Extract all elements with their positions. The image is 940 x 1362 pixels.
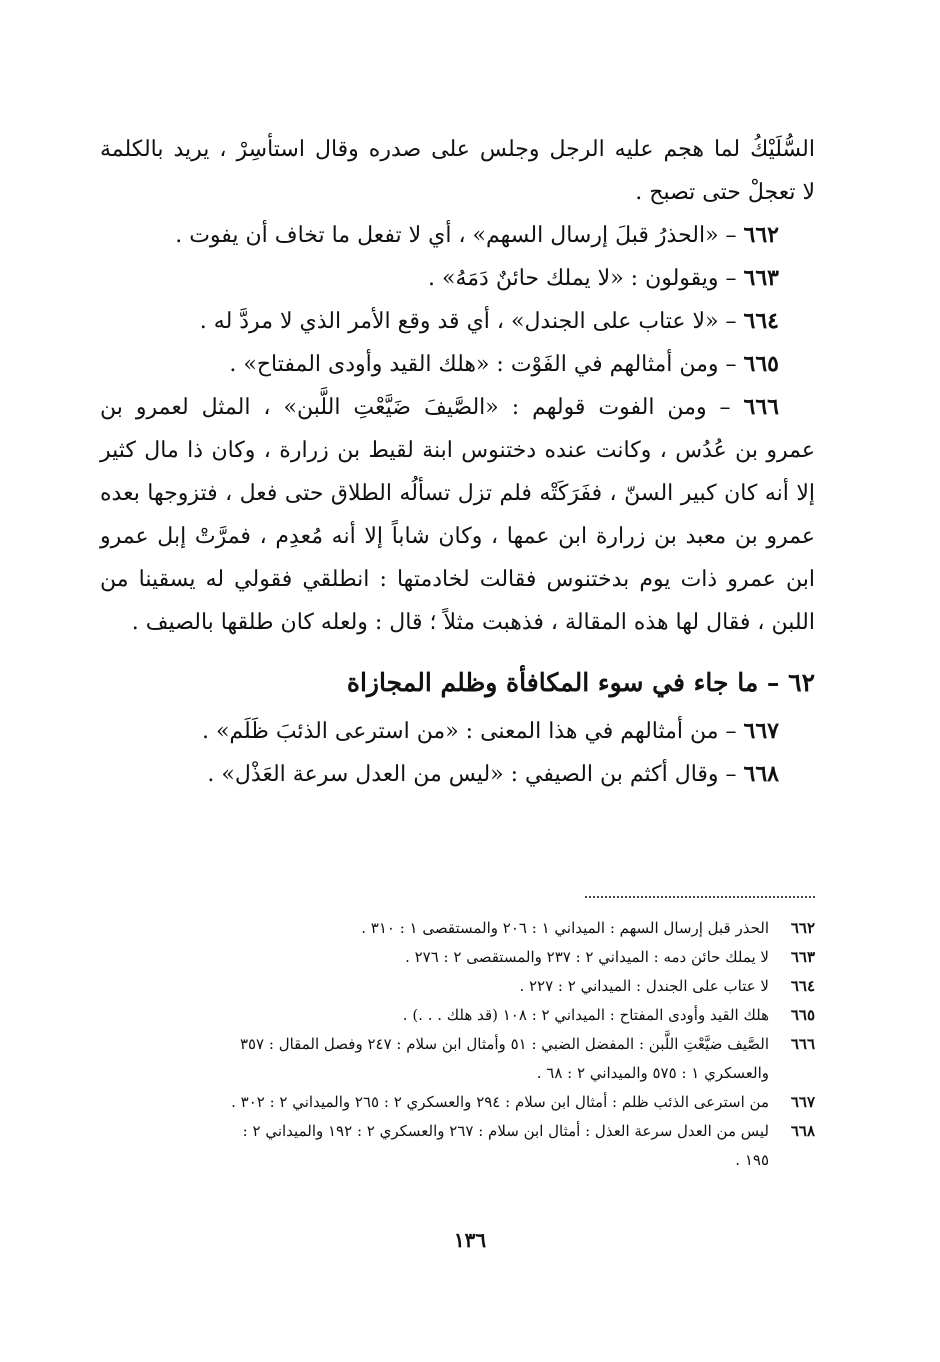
- entry-663: [100, 257, 815, 300]
- section-heading: [100, 658, 815, 708]
- entry-665: [100, 343, 815, 386]
- footnote-text: [100, 1117, 769, 1175]
- footnote-separator: [585, 896, 815, 898]
- text-line: عمرو بن عُدُس ، وكانت عنده دختنوس ابنة لقيط بن زرارة ، وكان ذا مال كثير: [100, 438, 815, 463]
- text-line: عمرو بن معبد بن زرارة ابن عمها ، وكان شاباً إلا أنه مُعدِم ، فمرَّتْ إبل عمرو: [100, 524, 815, 549]
- footnote-line: ١٩٥ .: [735, 1151, 769, 1169]
- entry-number: ٦٦٣: [743, 265, 779, 291]
- entry-number: ٦٦٥: [743, 351, 779, 377]
- entry-text: – «الحذرُ قبلَ إرسال السهم» ، أي لا تفعل ما تخاف أن يفوت .: [175, 223, 737, 248]
- text-line: السُّلَيْكُ لما هجم عليه الرجل وجلس على صدره وقال استأسِرْ ، يريد بالكلمة: [100, 137, 815, 162]
- entry-text: – «لا عتاب على الجندل» ، أي قد وقع الأمر الذي لا مردَّ له .: [199, 309, 737, 334]
- section-title: – ما جاء في سوء المكافأة وظلم المجازاة: [346, 668, 780, 697]
- entry-number: ٦٦٧: [743, 718, 779, 744]
- entry-number: ٦٦٢: [743, 222, 779, 248]
- text-line: لا تعجلْ حتى تصبح .: [635, 180, 815, 205]
- footnote: [100, 914, 815, 943]
- footnote-text: هلك القيد وأودى المفتاح : الميداني ٢ : ١٠٨ (قد هلك . . .) .: [402, 1006, 769, 1024]
- footnote: [100, 943, 815, 972]
- footnote-number: ٦٦٣: [790, 948, 815, 966]
- footnote-text: لا يملك حائن دمه : الميداني ٢ : ٢٣٧ والمستقصى ٢ : ٢٧٦ .: [405, 948, 769, 966]
- entry-662: [100, 214, 815, 257]
- entry-666: [100, 386, 815, 429]
- entry-number: ٦٦٦: [743, 394, 779, 420]
- footnote: [100, 972, 815, 1001]
- footnote-line: ليس من العدل سرعة العذل : أمثال ابن سلام : ٢٦٧ والعسكري ٢ : ١٩٢ والميداني ٢ :: [242, 1122, 769, 1140]
- footnote: [100, 1088, 815, 1117]
- entry-text: – من أمثالهم في هذا المعنى : «من استرعى الذئبَ ظَلَم» .: [201, 719, 737, 744]
- footnote: [100, 1117, 815, 1175]
- footnote-text: الحذر قبل إرسال السهم : الميداني ١ : ٢٠٦ والمستقصى ١ : ٣١٠ .: [361, 919, 769, 937]
- footnote-number: ٦٦٥: [790, 1006, 815, 1024]
- footnote: [100, 1030, 815, 1088]
- text-line: اللبن ، فقال لها هذه المقالة ، فذهبت مثلاً ؛ قال : ولعله كان طلقها بالصيف .: [131, 610, 815, 635]
- footnotes: [100, 914, 815, 1175]
- footnote-line: الصَّيف ضيَّعْتِ اللَّبن : المفضل الضبي : ٥١ وأمثال ابن سلام : ٢٤٧ وفصل المقال : ٣٥٧: [239, 1035, 769, 1053]
- main-text: [100, 128, 815, 796]
- footnote-number: ٦٦٨: [790, 1122, 815, 1140]
- footnote-line: والعسكري ١ : ٥٧٥ والميداني ٢ : ٦٨ .: [536, 1064, 769, 1082]
- entry-text: – ومن أمثالهم في الفَوْت : «هلك القيد وأودى المفتاح» .: [229, 352, 737, 377]
- footnote-number: ٦٦٧: [790, 1093, 815, 1111]
- footnote: [100, 1001, 815, 1030]
- text-line: إلا أنه كان كبير السنّ ، ففَرَكَتْه فلم تزل تسألُه الطلاق حتى فعل ، فتزوجها بعده: [100, 481, 815, 506]
- entry-664: [100, 300, 815, 343]
- entry-number: ٦٦٤: [743, 308, 779, 334]
- entry-number: ٦٦٨: [743, 761, 779, 787]
- footnote-number: ٦٦٤: [790, 977, 815, 995]
- footnote-text: لا عتاب على الجندل : الميداني ٢ : ٢٢٧ .: [519, 977, 769, 995]
- page-number: ١٣٦: [453, 1228, 487, 1252]
- entry-667: [100, 710, 815, 753]
- text-line: ابن عمرو ذات يوم بدختنوس فقالت لخادمتها : انطلقي فقولي له يسقينا من: [100, 567, 815, 592]
- footnote-text: [100, 1030, 769, 1088]
- entry-text: – ومن الفوت قولهم : «الصَّيفَ ضَيَّعْتِ اللَّبن» ، المثل لعمرو بن: [100, 395, 731, 420]
- entry-text: – ويقولون : «لا يملك حائنٌ دَمَهُ» .: [428, 266, 737, 291]
- footnote-number: ٦٦٢: [790, 919, 815, 937]
- entry-668: [100, 753, 815, 796]
- footnote-text: من استرعى الذئب ظلم : أمثال ابن سلام : ٢٩٤ والعسكري ٢ : ٢٦٥ والميداني ٢ : ٣٠٢ .: [231, 1093, 769, 1111]
- section-number: ٦٢: [788, 668, 815, 697]
- entry-text: – وقال أكثم بن الصيفي : «ليس من العدل سرعة العَذْل» .: [207, 762, 737, 787]
- footnote-number: ٦٦٦: [790, 1035, 815, 1053]
